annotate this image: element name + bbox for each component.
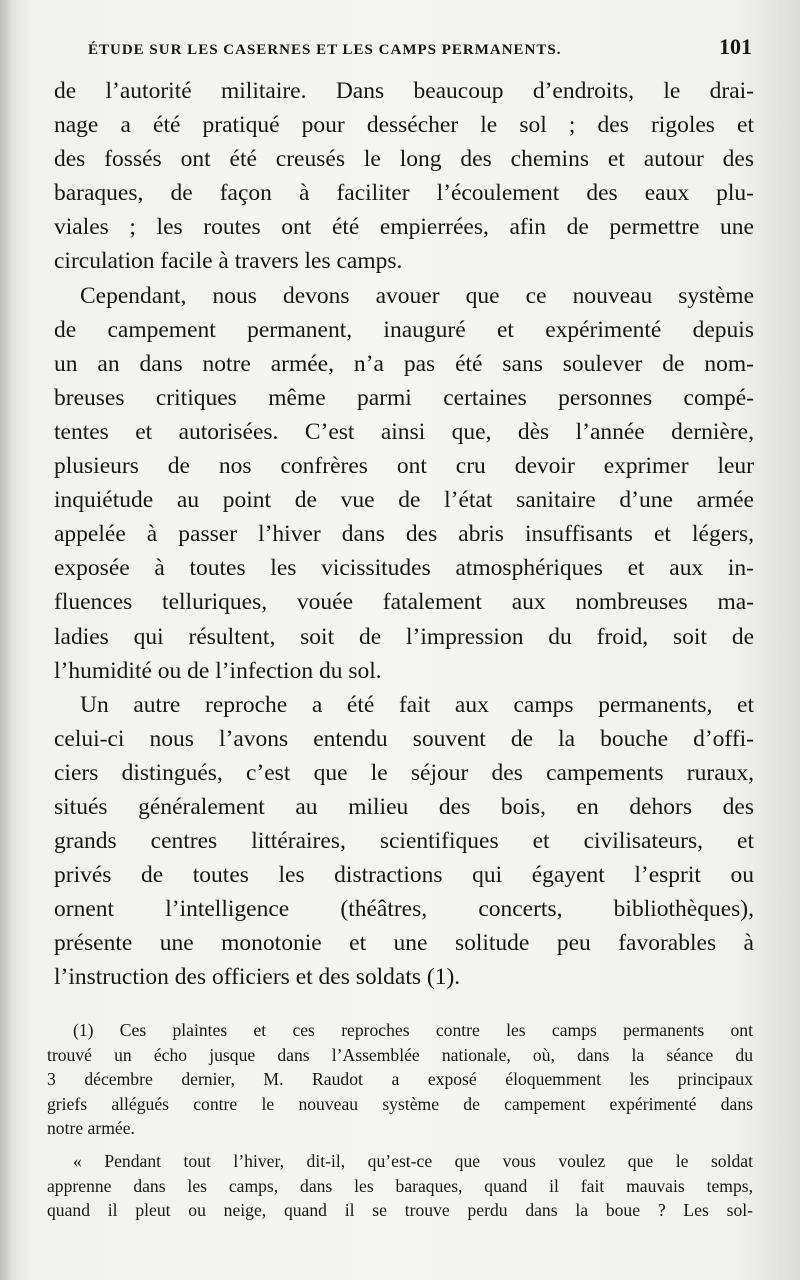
page-edge-shadow [0, 0, 12, 1280]
footnote-line: trouvé un écho jusque dans l’Assemblée nationale, où, dans la séance du [47, 1044, 753, 1065]
text-line: l’humidité ou de l’infection du sol. [54, 657, 382, 684]
footnote-line: (1) Ces plaintes et ces reproches contre les camps permanents ont [73, 1020, 753, 1040]
footnote-line: quand il pleut ou neige, quand il se trouve perdu dans la boue ? Les sol- [47, 1200, 753, 1221]
text-line: ornent l’intelligence (théâtres, concerts, bibliothèques), [54, 896, 754, 923]
main-text [54, 74, 754, 995]
text-line: breuses critiques même parmi certaines personnes compé- [54, 384, 754, 411]
text-line: inquiétude au point de vue de l’état sanitaire d’une armée [54, 487, 754, 514]
text-line: baraques, de façon à faciliter l’écoulement des eaux plu- [54, 180, 754, 207]
text-line: ladies qui résultent, soit de l’impression du froid, soit de [54, 623, 754, 650]
text-line: celui-ci nous l’avons entendu souvent de la bouche d’offi- [54, 725, 754, 752]
text-line: de campement permanent, inauguré et expérimenté depuis [54, 316, 754, 343]
text-line: l’instruction des officiers et des soldats (1). [54, 964, 461, 991]
text-line: viales ; les routes ont été empierrées, afin de permettre une [54, 214, 754, 241]
text-line: tentes et autorisées. C’est ainsi que, dès l’année dernière, [54, 418, 754, 445]
footnote-spacer [47, 1141, 753, 1149]
text-line: plusieurs de nos confrères ont cru devoir exprimer leur [54, 453, 754, 480]
text-line: privés de toutes les distractions qui égayent l’esprit ou [54, 862, 754, 889]
footnote-line: 3 décembre dernier, M. Raudot a exposé éloquemment les principaux [47, 1069, 753, 1090]
text-line: appelée à passer l’hiver dans des abris insuffisants et légers, [54, 521, 754, 548]
footnotes [47, 1018, 753, 1223]
text-line: exposée à toutes les vicissitudes atmosphériques et aux in- [54, 555, 754, 582]
paragraph-1 [54, 74, 754, 279]
paragraph-3 [54, 688, 754, 995]
footnote-line: apprenne dans les camps, dans les baraques, quand il fait mauvais temps, [47, 1175, 753, 1196]
text-line: présente une monotonie et une solitude peu favorables à [54, 930, 754, 957]
paragraph-2 [54, 279, 754, 688]
footnote-line: notre armée. [47, 1118, 135, 1139]
text-line: Cependant, nous devons avouer que ce nouveau système [80, 282, 754, 309]
running-title: ÉTUDE SUR LES CASERNES ET LES CAMPS PERMANENTS. [88, 42, 562, 58]
text-line: ciers distingués, c’est que le séjour des campements ruraux, [54, 759, 754, 786]
footnote-line: « Pendant tout l’hiver, dit-il, qu’est-ce que vous voulez que le soldat [73, 1150, 753, 1171]
page-header [88, 34, 752, 64]
text-line: grands centres littéraires, scientifiques et civilisateurs, et [54, 828, 754, 855]
text-line: fluences telluriques, vouée fatalement aux nombreuses ma- [54, 589, 754, 616]
text-line: de l’autorité militaire. Dans beaucoup d’endroits, le drai- [54, 78, 754, 104]
text-line: Un autre reproche a été fait aux camps permanents, et [80, 691, 754, 718]
footnote-quote [47, 1149, 753, 1223]
footnote-line: griefs allégués contre le nouveau système de campement expérimenté dans [47, 1093, 753, 1114]
footnote-1 [47, 1018, 753, 1141]
text-line: circulation facile à travers les camps. [54, 248, 403, 275]
text-line: situés généralement au milieu des bois, en dehors des [54, 793, 754, 820]
text-line: nage a été pratiqué pour dessécher le sol ; des rigoles et [54, 112, 754, 139]
text-line: un an dans notre armée, n’a pas été sans soulever de nom- [54, 350, 754, 377]
page-number: 101 [719, 34, 752, 59]
text-line: des fossés ont été creusés le long des chemins et autour des [54, 146, 754, 173]
